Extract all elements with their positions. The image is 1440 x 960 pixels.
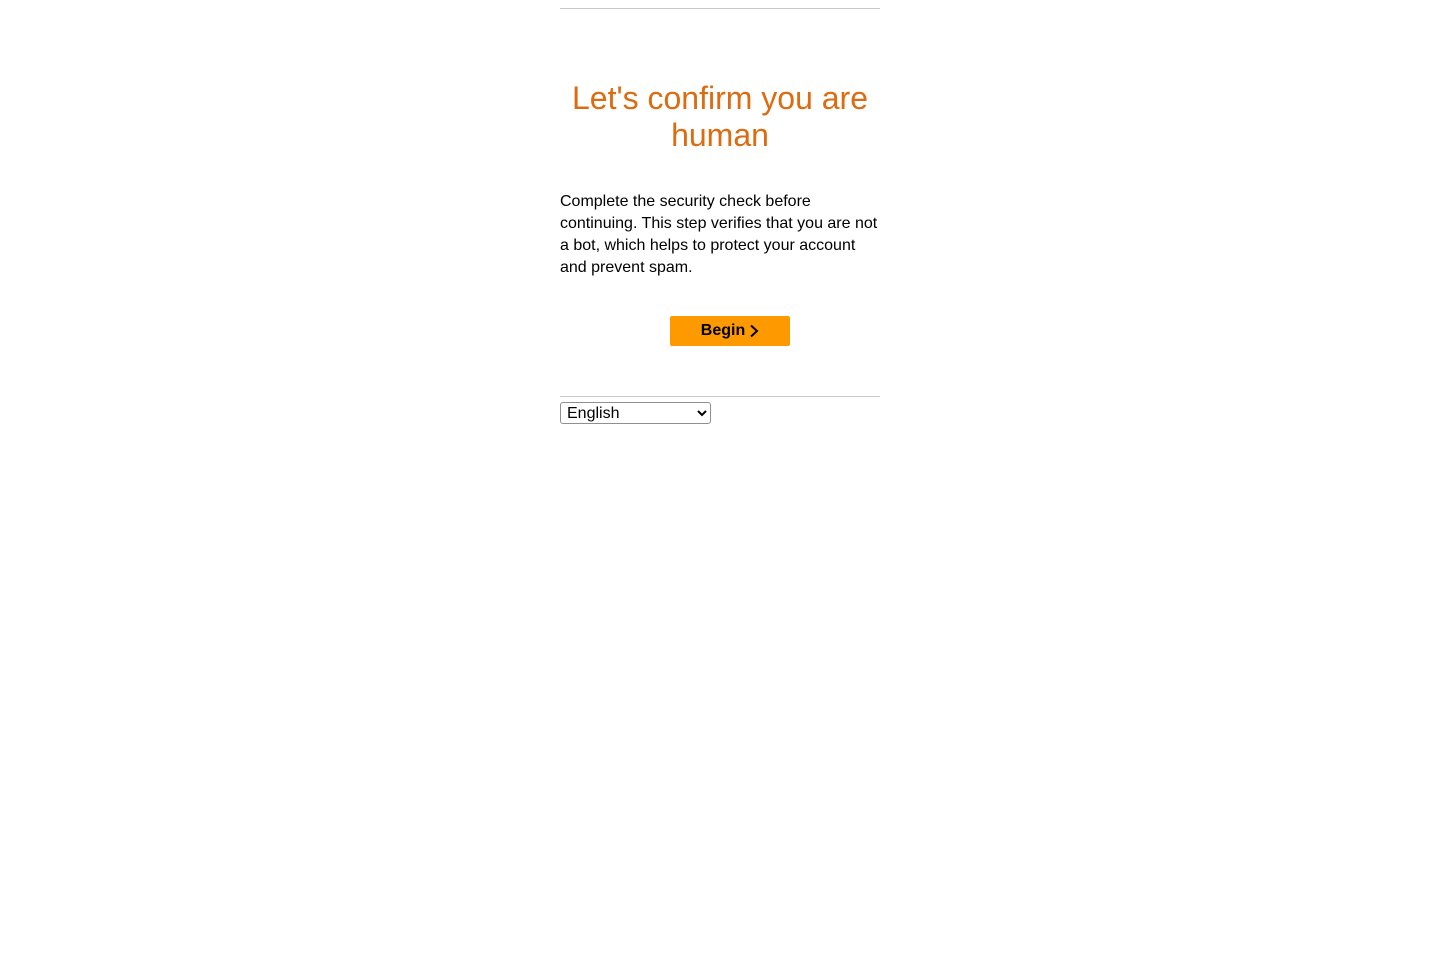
language-select[interactable] xyxy=(560,402,711,424)
begin-button[interactable] xyxy=(670,316,790,346)
bottom-divider xyxy=(560,396,880,397)
top-divider xyxy=(560,8,880,9)
verification-description: Complete the security check before continuing. This step verifies that you are not a bot, which helps to protect your account and prevent spam. xyxy=(560,193,878,276)
page-heading: Let's confirm you are human xyxy=(571,80,868,153)
chevron-right-icon xyxy=(749,324,759,338)
begin-button-label: Begin xyxy=(700,322,746,339)
